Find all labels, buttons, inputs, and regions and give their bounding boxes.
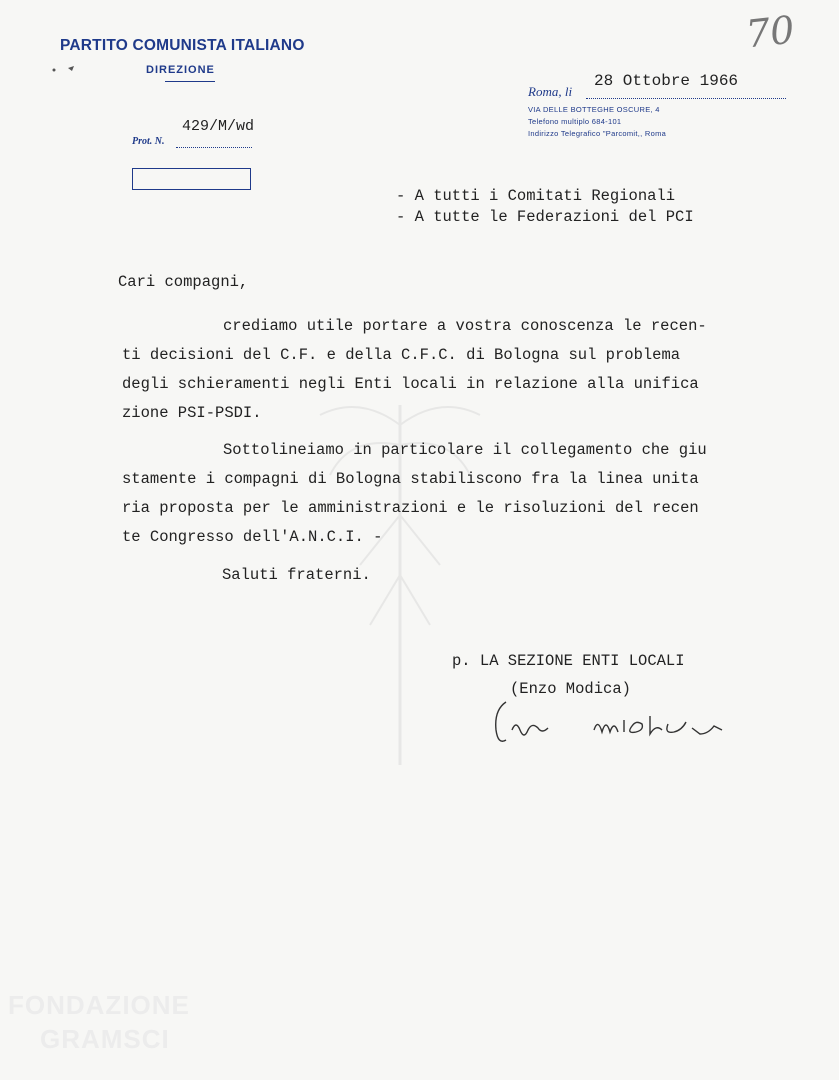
empty-stamp-box: [132, 168, 251, 190]
protocol-dotted-line: [176, 147, 252, 148]
letterhead-telegraph: Indirizzo Telegrafico "Parcomit,, Roma: [528, 129, 667, 138]
archive-watermark-text-2: GRAMSCI: [40, 1024, 170, 1054]
paragraph-line: degli schieramenti negli Enti locali in relazione alla unifica: [122, 375, 699, 393]
body-paragraph: [122, 312, 707, 428]
party-name-heading: PARTITO COMUNISTA ITALIANO: [60, 37, 305, 54]
paragraph-line: stamente i compagni di Bologna stabiliscono fra la linea unita: [122, 470, 699, 488]
protocol-label: Prot. N.: [132, 136, 165, 147]
archive-watermark-text: FONDAZIONE: [8, 990, 190, 1020]
paragraph-line: Sottolineiamo in particolare il collegamento che giu: [223, 441, 707, 459]
salutation: Cari compagni,: [118, 273, 249, 291]
body-paragraph: [122, 436, 707, 552]
letter-date: 28 Ottobre 1966: [594, 72, 739, 90]
paragraph-line: zione PSI-PSDI.: [122, 404, 262, 422]
department-label: DIREZIONE: [146, 64, 215, 76]
paragraph-line: te Congresso dell'A.N.C.I. -: [122, 528, 383, 546]
recipients-block: [396, 186, 694, 228]
department-underline: [165, 81, 215, 82]
paragraph-line: ti decisioni del C.F. e della C.F.C. di Bologna sul problema: [122, 346, 681, 364]
recipient-line: - A tutti i Comitati Regionali: [396, 187, 676, 205]
roma-date-label: Roma, li: [528, 84, 573, 99]
paragraph-line: ria proposta per le amministrazioni e le risoluzioni del recen: [122, 499, 699, 517]
signer-office: p. LA SEZIONE ENTI LOCALI: [452, 652, 685, 670]
handwritten-signature: [486, 690, 746, 760]
archive-page-number: 70: [743, 7, 797, 57]
protocol-number: 429/M/wd: [182, 118, 255, 135]
date-dotted-line: [586, 98, 786, 99]
paragraph-line: crediamo utile portare a vostra conoscenza le recen-: [223, 317, 707, 335]
signer-name: (Enzo Modica): [510, 680, 631, 698]
letterhead-address: VIA DELLE BOTTEGHE OSCURE, 4: [528, 105, 660, 114]
recipient-line: - A tutte le Federazioni del PCI: [396, 208, 694, 226]
closing-line: Saluti fraterni.: [222, 566, 371, 584]
letterhead-phone: Telefono multiplo 684-101: [528, 117, 622, 126]
ink-blot-icon: [46, 62, 86, 78]
